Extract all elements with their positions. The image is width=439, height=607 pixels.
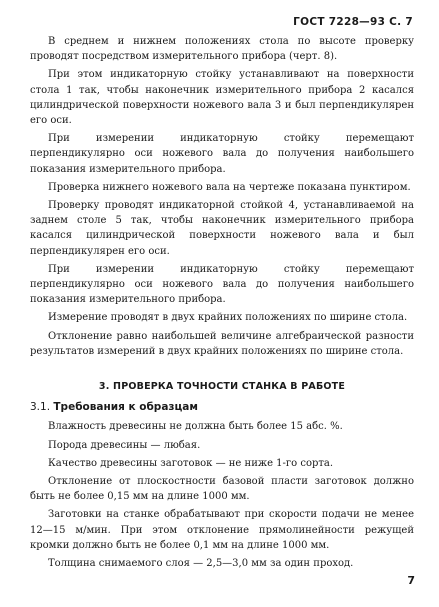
paragraph: Качество древесины заготовок — не ниже 1-го сорта. [48, 457, 334, 469]
subsection-number: 3.1. [30, 401, 51, 414]
paragraph: При измерении индикаторную стойку перемещают перпендикулярно оси ножевого вала до получения наибольшего показания измерительного прибора. [30, 133, 414, 175]
paragraph: Отклонение от плоскостности базовой пласти заготовок должно быть не более 0,15 мм на длине 1000 мм. [30, 476, 414, 503]
paragraph: Отклонение равно наибольшей величине алгебраической разности результатов измерений в двух крайних положениях по ширине стола. [30, 330, 414, 357]
paragraph: В среднем и нижнем положениях стола по высоте проверку проводят посредством измерительного прибора (черт. 8). [30, 36, 414, 63]
paragraph: Проверку проводят индикаторной стойкой 4, устанавливаемой на заднем столе 5 так, чтобы наконечник измерительного прибора касался цилиндрической поверхности ножевого вала и был перпендикулярен его оси. [30, 200, 414, 257]
section-title: 3. ПРОВЕРКА ТОЧНОСТИ СТАНКА В РАБОТЕ [98, 381, 346, 393]
subsection-heading [30, 400, 414, 415]
paragraph: Заготовки на станке обрабатывают при скорости подачи не менее 12—15 м/мин. При этом отклонение прямолинейности режущей кромки должно быть не более 0,1 мм на длине 1000 мм. [30, 509, 414, 551]
paragraph: При измерении индикаторную стойку перемещают перпендикулярно оси ножевого вала до получения наибольшего показания измерительного прибора. [30, 263, 414, 306]
paragraph: Порода древесины — любая. [48, 439, 201, 451]
paragraph: Проверка нижнего ножевого вала на чертеже показана пунктиром. [48, 181, 411, 193]
paragraph: Измерение проводят в двух крайних положениях по ширине стола. [48, 312, 408, 324]
page-header: ГОСТ 7228—93 С. 7 [293, 16, 413, 28]
page-number: 7 [407, 574, 415, 587]
paragraph: При этом индикаторную стойку устанавливают на поверхности стола 1 так, чтобы наконечник измерительного прибора 2 касался цилиндрической поверхности ножевого вала 3 и был перпендикулярен его оси. [30, 69, 414, 127]
subsection-title: Требования к образцам [53, 401, 198, 414]
paragraph: Толщина снимаемого слоя — 2,5—3,0 мм за один проход. [48, 558, 354, 570]
document-body [30, 34, 414, 574]
paragraph: Влажность древесины не должна быть более 15 абс. %. [48, 421, 343, 433]
